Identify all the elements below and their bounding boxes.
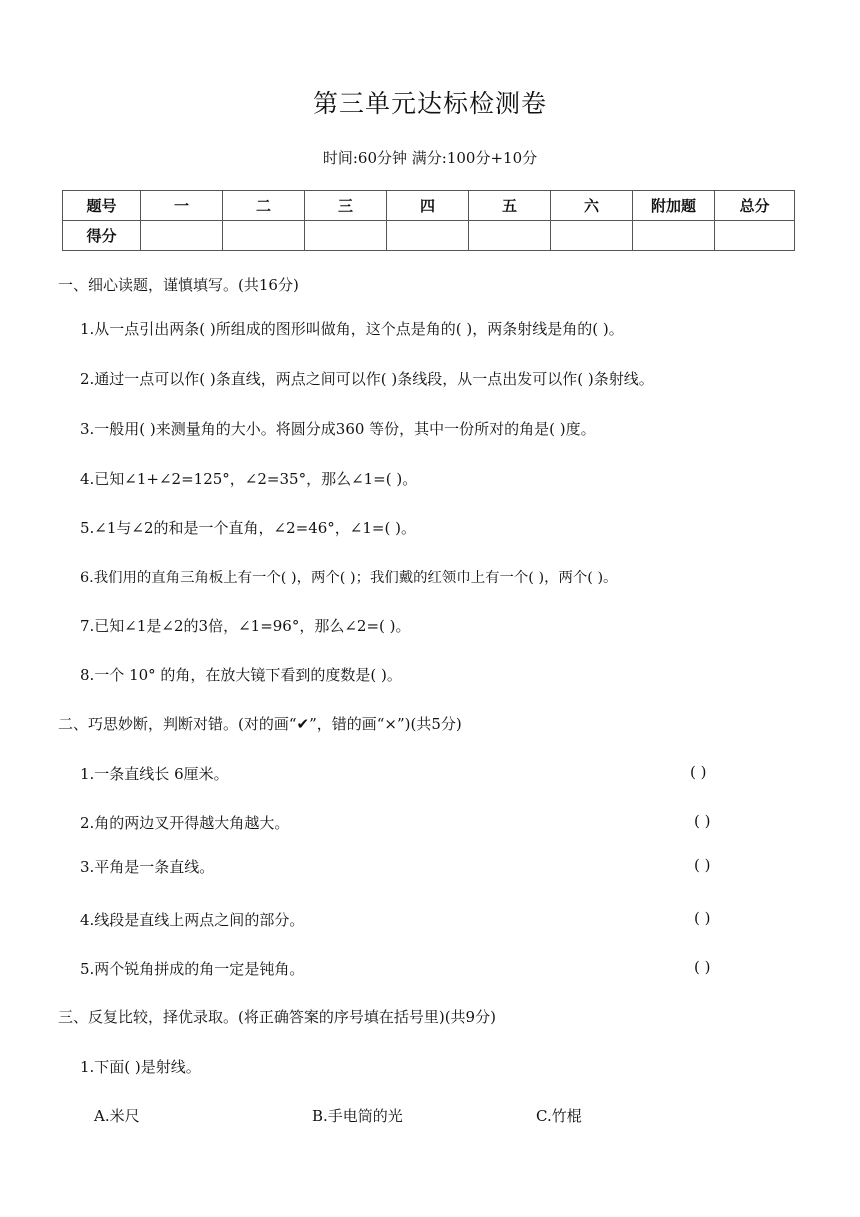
score-table [62,190,795,251]
header-cell: 一 [141,191,223,221]
answer-parentheses[interactable]: ( ) [694,856,711,874]
judgement-item: 4.线段是直线上两点之间的部分。 [80,911,305,929]
header-cell: 五 [469,191,551,221]
answer-parentheses[interactable]: ( ) [690,763,707,781]
header-cell: 附加题 [633,191,715,221]
header-cell: 二 [223,191,305,221]
choice-question: 1.下面( )是射线。 [80,1058,201,1076]
question-item: 2.通过一点可以作( )条直线，两点之间可以作( )条线段，从一点出发可以作( )条射线。 [80,370,654,388]
header-cell: 六 [551,191,633,221]
score-cell[interactable] [387,221,469,251]
score-cell[interactable] [223,221,305,251]
section1-heading: 一、细心读题，谨慎填写。(共16分) [58,276,299,294]
judgement-item: 1.一条直线长 6厘米。 [80,765,229,783]
question-item: 8.一个 10° 的角，在放大镜下看到的度数是( )。 [80,666,402,684]
score-table-score-row [63,221,795,251]
score-cell[interactable] [141,221,223,251]
question-item: 3.一般用( )来测量角的大小。将圆分成360 等份，其中一份所对的角是( )度。 [80,420,596,438]
section2-heading: 二、巧思妙断，判断对错。(对的画“✔”，错的画“×”)(共5分) [58,715,462,733]
header-cell: 三 [305,191,387,221]
answer-parentheses[interactable]: ( ) [694,812,711,830]
option-c[interactable]: C.竹棍 [536,1107,582,1125]
score-cell[interactable] [305,221,387,251]
question-item: 7.已知∠1是∠2的3倍，∠1=96°，那么∠2=( )。 [80,617,411,635]
row-label-cell: 得分 [63,221,141,251]
header-cell: 总分 [715,191,795,221]
header-cell: 题号 [63,191,141,221]
exam-time-score-info: 时间:60分钟 满分:100分+10分 [322,149,538,167]
score-table-header-row [63,191,795,221]
question-item: 4.已知∠1+∠2=125°，∠2=35°，那么∠1=( )。 [80,470,418,488]
answer-parentheses[interactable]: ( ) [694,958,711,976]
question-item: 1.从一点引出两条( )所组成的图形叫做角，这个点是角的( )，两条射线是角的( )。 [80,320,624,338]
judgement-item: 3.平角是一条直线。 [80,858,215,876]
page-title: 第三单元达标检测卷 [312,89,547,118]
header-cell: 四 [387,191,469,221]
score-cell[interactable] [715,221,795,251]
score-cell[interactable] [633,221,715,251]
option-b[interactable]: B.手电筒的光 [312,1107,403,1125]
question-item: 6.我们用的直角三角板上有一个( )，两个( )；我们戴的红领巾上有一个( )，两个( )。 [80,570,618,586]
judgement-item: 5.两个锐角拼成的角一定是钝角。 [80,960,305,978]
section3-heading: 三、反复比较，择优录取。(将正确答案的序号填在括号里)(共9分) [58,1008,496,1026]
question-item: 5.∠1与∠2的和是一个直角，∠2=46°，∠1=( )。 [80,519,416,537]
score-cell[interactable] [551,221,633,251]
judgement-item: 2.角的两边叉开得越大角越大。 [80,814,290,832]
score-cell[interactable] [469,221,551,251]
answer-parentheses[interactable]: ( ) [694,909,711,927]
option-a[interactable]: A.米尺 [94,1107,140,1125]
